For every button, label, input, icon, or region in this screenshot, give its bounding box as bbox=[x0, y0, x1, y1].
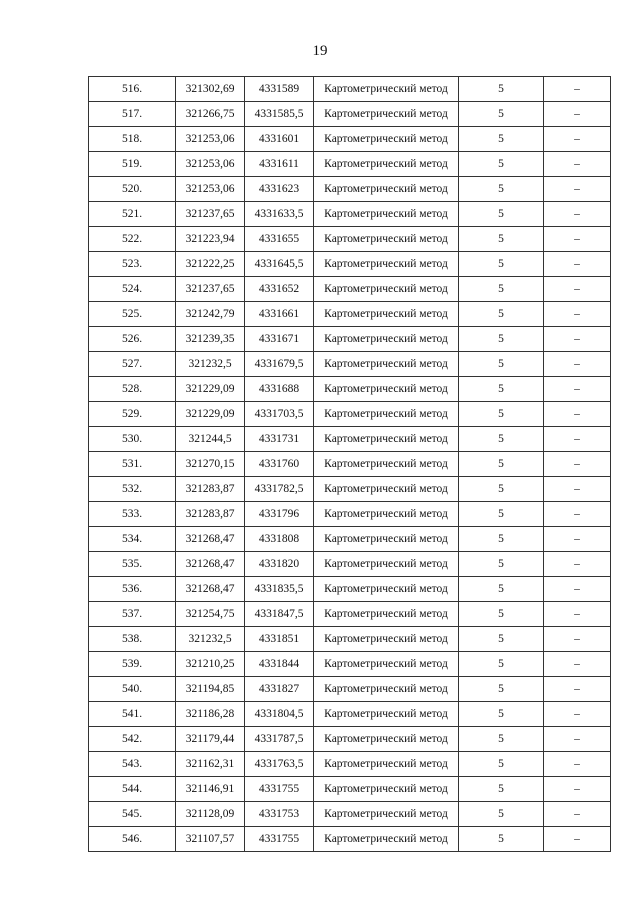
y-coordinate-cell: 4331703,5 bbox=[245, 402, 314, 427]
point-number-cell: 531. bbox=[89, 452, 176, 477]
method-cell: Картометрический метод bbox=[314, 202, 459, 227]
point-number-cell: 546. bbox=[89, 827, 176, 852]
accuracy-cell: 5 bbox=[459, 302, 544, 327]
accuracy-cell: 5 bbox=[459, 177, 544, 202]
table-row bbox=[89, 727, 611, 752]
note-cell: – bbox=[544, 502, 611, 527]
accuracy-cell: 5 bbox=[459, 127, 544, 152]
point-number-cell: 540. bbox=[89, 677, 176, 702]
method-cell: Картометрический метод bbox=[314, 277, 459, 302]
y-coordinate-cell: 4331808 bbox=[245, 527, 314, 552]
coordinates-table bbox=[88, 76, 611, 852]
method-cell: Картометрический метод bbox=[314, 477, 459, 502]
point-number-cell: 525. bbox=[89, 302, 176, 327]
note-cell: – bbox=[544, 602, 611, 627]
table-row bbox=[89, 702, 611, 727]
y-coordinate-cell: 4331731 bbox=[245, 427, 314, 452]
x-coordinate-cell: 321302,69 bbox=[176, 77, 245, 102]
y-coordinate-cell: 4331787,5 bbox=[245, 727, 314, 752]
method-cell: Картометрический метод bbox=[314, 102, 459, 127]
table-row bbox=[89, 827, 611, 852]
table-row bbox=[89, 352, 611, 377]
point-number-cell: 530. bbox=[89, 427, 176, 452]
accuracy-cell: 5 bbox=[459, 277, 544, 302]
point-number-cell: 523. bbox=[89, 252, 176, 277]
accuracy-cell: 5 bbox=[459, 427, 544, 452]
accuracy-cell: 5 bbox=[459, 527, 544, 552]
method-cell: Картометрический метод bbox=[314, 577, 459, 602]
method-cell: Картометрический метод bbox=[314, 152, 459, 177]
x-coordinate-cell: 321229,09 bbox=[176, 377, 245, 402]
accuracy-cell: 5 bbox=[459, 652, 544, 677]
method-cell: Картометрический метод bbox=[314, 227, 459, 252]
accuracy-cell: 5 bbox=[459, 252, 544, 277]
table-row bbox=[89, 227, 611, 252]
x-coordinate-cell: 321253,06 bbox=[176, 152, 245, 177]
x-coordinate-cell: 321186,28 bbox=[176, 702, 245, 727]
table-row bbox=[89, 502, 611, 527]
accuracy-cell: 5 bbox=[459, 802, 544, 827]
x-coordinate-cell: 321128,09 bbox=[176, 802, 245, 827]
x-coordinate-cell: 321107,57 bbox=[176, 827, 245, 852]
accuracy-cell: 5 bbox=[459, 377, 544, 402]
x-coordinate-cell: 321268,47 bbox=[176, 552, 245, 577]
accuracy-cell: 5 bbox=[459, 752, 544, 777]
y-coordinate-cell: 4331688 bbox=[245, 377, 314, 402]
y-coordinate-cell: 4331844 bbox=[245, 652, 314, 677]
table-row bbox=[89, 77, 611, 102]
x-coordinate-cell: 321268,47 bbox=[176, 577, 245, 602]
table-row bbox=[89, 277, 611, 302]
point-number-cell: 539. bbox=[89, 652, 176, 677]
point-number-cell: 534. bbox=[89, 527, 176, 552]
table-row bbox=[89, 477, 611, 502]
point-number-cell: 537. bbox=[89, 602, 176, 627]
note-cell: – bbox=[544, 827, 611, 852]
point-number-cell: 532. bbox=[89, 477, 176, 502]
method-cell: Картометрический метод bbox=[314, 427, 459, 452]
method-cell: Картометрический метод bbox=[314, 327, 459, 352]
method-cell: Картометрический метод bbox=[314, 627, 459, 652]
note-cell: – bbox=[544, 752, 611, 777]
x-coordinate-cell: 321223,94 bbox=[176, 227, 245, 252]
point-number-cell: 536. bbox=[89, 577, 176, 602]
table-row bbox=[89, 402, 611, 427]
accuracy-cell: 5 bbox=[459, 577, 544, 602]
point-number-cell: 528. bbox=[89, 377, 176, 402]
accuracy-cell: 5 bbox=[459, 477, 544, 502]
x-coordinate-cell: 321242,79 bbox=[176, 302, 245, 327]
point-number-cell: 526. bbox=[89, 327, 176, 352]
accuracy-cell: 5 bbox=[459, 452, 544, 477]
note-cell: – bbox=[544, 402, 611, 427]
accuracy-cell: 5 bbox=[459, 602, 544, 627]
y-coordinate-cell: 4331763,5 bbox=[245, 752, 314, 777]
x-coordinate-cell: 321244,5 bbox=[176, 427, 245, 452]
table-row bbox=[89, 327, 611, 352]
note-cell: – bbox=[544, 477, 611, 502]
point-number-cell: 541. bbox=[89, 702, 176, 727]
x-coordinate-cell: 321232,5 bbox=[176, 627, 245, 652]
method-cell: Картометрический метод bbox=[314, 552, 459, 577]
note-cell: – bbox=[544, 727, 611, 752]
y-coordinate-cell: 4331633,5 bbox=[245, 202, 314, 227]
y-coordinate-cell: 4331645,5 bbox=[245, 252, 314, 277]
method-cell: Картометрический метод bbox=[314, 827, 459, 852]
x-coordinate-cell: 321254,75 bbox=[176, 602, 245, 627]
point-number-cell: 527. bbox=[89, 352, 176, 377]
accuracy-cell: 5 bbox=[459, 827, 544, 852]
table-row bbox=[89, 552, 611, 577]
note-cell: – bbox=[544, 127, 611, 152]
method-cell: Картометрический метод bbox=[314, 652, 459, 677]
table-row bbox=[89, 177, 611, 202]
accuracy-cell: 5 bbox=[459, 677, 544, 702]
y-coordinate-cell: 4331753 bbox=[245, 802, 314, 827]
method-cell: Картометрический метод bbox=[314, 702, 459, 727]
point-number-cell: 529. bbox=[89, 402, 176, 427]
x-coordinate-cell: 321253,06 bbox=[176, 177, 245, 202]
note-cell: – bbox=[544, 177, 611, 202]
point-number-cell: 535. bbox=[89, 552, 176, 577]
y-coordinate-cell: 4331679,5 bbox=[245, 352, 314, 377]
point-number-cell: 533. bbox=[89, 502, 176, 527]
table-row bbox=[89, 202, 611, 227]
note-cell: – bbox=[544, 77, 611, 102]
x-coordinate-cell: 321194,85 bbox=[176, 677, 245, 702]
coordinates-table-body bbox=[89, 77, 611, 852]
x-coordinate-cell: 321283,87 bbox=[176, 477, 245, 502]
method-cell: Картометрический метод bbox=[314, 727, 459, 752]
point-number-cell: 521. bbox=[89, 202, 176, 227]
table-row bbox=[89, 427, 611, 452]
x-coordinate-cell: 321266,75 bbox=[176, 102, 245, 127]
y-coordinate-cell: 4331755 bbox=[245, 827, 314, 852]
y-coordinate-cell: 4331827 bbox=[245, 677, 314, 702]
table-row bbox=[89, 102, 611, 127]
note-cell: – bbox=[544, 552, 611, 577]
note-cell: – bbox=[544, 152, 611, 177]
method-cell: Картометрический метод bbox=[314, 802, 459, 827]
method-cell: Картометрический метод bbox=[314, 127, 459, 152]
table-row bbox=[89, 777, 611, 802]
table-row bbox=[89, 252, 611, 277]
accuracy-cell: 5 bbox=[459, 152, 544, 177]
point-number-cell: 516. bbox=[89, 77, 176, 102]
accuracy-cell: 5 bbox=[459, 102, 544, 127]
method-cell: Картометрический метод bbox=[314, 752, 459, 777]
table-row bbox=[89, 152, 611, 177]
accuracy-cell: 5 bbox=[459, 727, 544, 752]
point-number-cell: 543. bbox=[89, 752, 176, 777]
x-coordinate-cell: 321268,47 bbox=[176, 527, 245, 552]
note-cell: – bbox=[544, 627, 611, 652]
y-coordinate-cell: 4331661 bbox=[245, 302, 314, 327]
table-row bbox=[89, 302, 611, 327]
point-number-cell: 522. bbox=[89, 227, 176, 252]
accuracy-cell: 5 bbox=[459, 627, 544, 652]
x-coordinate-cell: 321253,06 bbox=[176, 127, 245, 152]
point-number-cell: 518. bbox=[89, 127, 176, 152]
method-cell: Картометрический метод bbox=[314, 177, 459, 202]
note-cell: – bbox=[544, 652, 611, 677]
note-cell: – bbox=[544, 427, 611, 452]
accuracy-cell: 5 bbox=[459, 327, 544, 352]
note-cell: – bbox=[544, 677, 611, 702]
accuracy-cell: 5 bbox=[459, 502, 544, 527]
table-row bbox=[89, 452, 611, 477]
note-cell: – bbox=[544, 702, 611, 727]
x-coordinate-cell: 321179,44 bbox=[176, 727, 245, 752]
y-coordinate-cell: 4331601 bbox=[245, 127, 314, 152]
note-cell: – bbox=[544, 802, 611, 827]
table-row bbox=[89, 527, 611, 552]
method-cell: Картометрический метод bbox=[314, 402, 459, 427]
accuracy-cell: 5 bbox=[459, 77, 544, 102]
note-cell: – bbox=[544, 577, 611, 602]
accuracy-cell: 5 bbox=[459, 227, 544, 252]
method-cell: Картометрический метод bbox=[314, 77, 459, 102]
point-number-cell: 524. bbox=[89, 277, 176, 302]
y-coordinate-cell: 4331585,5 bbox=[245, 102, 314, 127]
x-coordinate-cell: 321237,65 bbox=[176, 277, 245, 302]
table-row bbox=[89, 127, 611, 152]
note-cell: – bbox=[544, 302, 611, 327]
method-cell: Картометрический метод bbox=[314, 302, 459, 327]
x-coordinate-cell: 321270,15 bbox=[176, 452, 245, 477]
table-row bbox=[89, 677, 611, 702]
point-number-cell: 545. bbox=[89, 802, 176, 827]
note-cell: – bbox=[544, 277, 611, 302]
point-number-cell: 517. bbox=[89, 102, 176, 127]
x-coordinate-cell: 321232,5 bbox=[176, 352, 245, 377]
note-cell: – bbox=[544, 527, 611, 552]
note-cell: – bbox=[544, 227, 611, 252]
y-coordinate-cell: 4331835,5 bbox=[245, 577, 314, 602]
accuracy-cell: 5 bbox=[459, 702, 544, 727]
x-coordinate-cell: 321283,87 bbox=[176, 502, 245, 527]
x-coordinate-cell: 321229,09 bbox=[176, 402, 245, 427]
y-coordinate-cell: 4331796 bbox=[245, 502, 314, 527]
point-number-cell: 519. bbox=[89, 152, 176, 177]
note-cell: – bbox=[544, 452, 611, 477]
note-cell: – bbox=[544, 352, 611, 377]
y-coordinate-cell: 4331589 bbox=[245, 77, 314, 102]
note-cell: – bbox=[544, 202, 611, 227]
method-cell: Картометрический метод bbox=[314, 452, 459, 477]
accuracy-cell: 5 bbox=[459, 352, 544, 377]
y-coordinate-cell: 4331671 bbox=[245, 327, 314, 352]
y-coordinate-cell: 4331652 bbox=[245, 277, 314, 302]
method-cell: Картометрический метод bbox=[314, 677, 459, 702]
method-cell: Картометрический метод bbox=[314, 252, 459, 277]
x-coordinate-cell: 321239,35 bbox=[176, 327, 245, 352]
y-coordinate-cell: 4331820 bbox=[245, 552, 314, 577]
x-coordinate-cell: 321237,65 bbox=[176, 202, 245, 227]
table-row bbox=[89, 577, 611, 602]
method-cell: Картометрический метод bbox=[314, 502, 459, 527]
table-row bbox=[89, 652, 611, 677]
note-cell: – bbox=[544, 377, 611, 402]
note-cell: – bbox=[544, 777, 611, 802]
table-row bbox=[89, 602, 611, 627]
x-coordinate-cell: 321210,25 bbox=[176, 652, 245, 677]
accuracy-cell: 5 bbox=[459, 202, 544, 227]
point-number-cell: 544. bbox=[89, 777, 176, 802]
y-coordinate-cell: 4331847,5 bbox=[245, 602, 314, 627]
y-coordinate-cell: 4331611 bbox=[245, 152, 314, 177]
method-cell: Картометрический метод bbox=[314, 777, 459, 802]
y-coordinate-cell: 4331755 bbox=[245, 777, 314, 802]
method-cell: Картометрический метод bbox=[314, 377, 459, 402]
point-number-cell: 538. bbox=[89, 627, 176, 652]
note-cell: – bbox=[544, 102, 611, 127]
note-cell: – bbox=[544, 327, 611, 352]
method-cell: Картометрический метод bbox=[314, 602, 459, 627]
point-number-cell: 542. bbox=[89, 727, 176, 752]
y-coordinate-cell: 4331804,5 bbox=[245, 702, 314, 727]
table-row bbox=[89, 802, 611, 827]
x-coordinate-cell: 321162,31 bbox=[176, 752, 245, 777]
note-cell: – bbox=[544, 252, 611, 277]
method-cell: Картометрический метод bbox=[314, 352, 459, 377]
accuracy-cell: 5 bbox=[459, 552, 544, 577]
x-coordinate-cell: 321222,25 bbox=[176, 252, 245, 277]
y-coordinate-cell: 4331623 bbox=[245, 177, 314, 202]
y-coordinate-cell: 4331782,5 bbox=[245, 477, 314, 502]
method-cell: Картометрический метод bbox=[314, 527, 459, 552]
x-coordinate-cell: 321146,91 bbox=[176, 777, 245, 802]
table-row bbox=[89, 627, 611, 652]
table-row bbox=[89, 377, 611, 402]
y-coordinate-cell: 4331655 bbox=[245, 227, 314, 252]
point-number-cell: 520. bbox=[89, 177, 176, 202]
table-row bbox=[89, 752, 611, 777]
y-coordinate-cell: 4331760 bbox=[245, 452, 314, 477]
accuracy-cell: 5 bbox=[459, 402, 544, 427]
y-coordinate-cell: 4331851 bbox=[245, 627, 314, 652]
page-number: 19 bbox=[312, 43, 328, 59]
accuracy-cell: 5 bbox=[459, 777, 544, 802]
